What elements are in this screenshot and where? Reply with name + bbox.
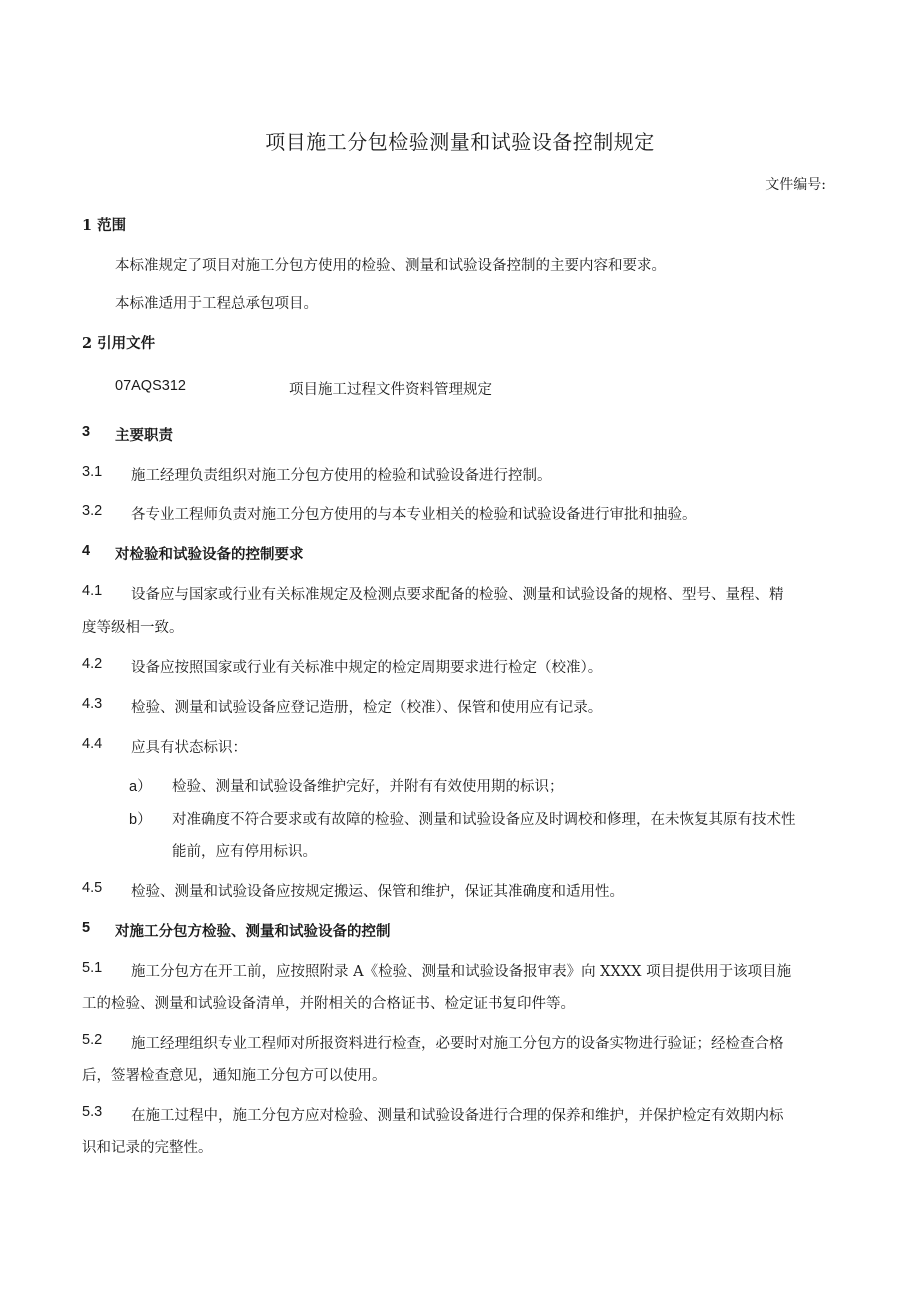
item-5-3-text-line-2: 识和记录的完整性。 [82, 1140, 213, 1156]
section-1-paragraph-1: 本标准规定了项目对施工分包方使用的检验、测量和试验设备控制的主要内容和要求。 [115, 258, 666, 274]
item-3-2-number: 3.2 [82, 503, 103, 519]
item-4-5-text: 检验、测量和试验设备应按规定搬运、保管和维护，保证其准确度和适用性。 [131, 884, 624, 900]
item-4-3-text: 检验、测量和试验设备应登记造册，检定（校准）、保管和使用应有记录。 [131, 700, 603, 716]
item-4-5-number: 4.5 [82, 880, 103, 896]
item-4-4-text: 应具有状态标识： [131, 740, 247, 756]
item-4-1-text-line-2: 度等级相一致。 [82, 620, 184, 636]
item-4-1-text-line-1: 设备应与国家或行业有关标准规定及检测点要求配备的检验、测量和试验设备的规格、型号、量程、精 [131, 587, 784, 603]
item-3-1-text: 施工经理负责组织对施工分包方使用的检验和试验设备进行控制。 [131, 468, 552, 484]
item-4-3-number: 4.3 [82, 696, 103, 712]
section-5-number: 5 [82, 920, 91, 936]
sub-item-a-text: 检验、测量和试验设备维护完好，并附有有效使用期的标识； [172, 779, 564, 795]
section-1-paragraph-2: 本标准适用于工程总承包项目。 [115, 296, 318, 312]
page-title: 项目施工分包检验测量和试验设备控制规定 [265, 130, 655, 154]
sub-item-b-text-line-1: 对准确度不符合要求或有故障的检验、测量和试验设备应及时调校和修理，在未恢复其原有技术性 [172, 812, 796, 828]
item-4-2-text: 设备应按照国家或行业有关标准中规定的检定周期要求进行检定（校准）。 [131, 660, 603, 676]
reference-code: 07AQS312 [115, 378, 186, 394]
section-4-heading: 对检验和试验设备的控制要求 [115, 546, 304, 563]
item-3-1-number: 3.1 [82, 464, 103, 480]
item-5-3-text-line-1: 在施工过程中，施工分包方应对检验、测量和试验设备进行合理的保养和维护，并保护检定有效期内标 [131, 1108, 784, 1124]
item-5-2-text-line-1: 施工经理组织专业工程师对所报资料进行检查，必要时对施工分包方的设备实物进行验证；经检查合格 [131, 1036, 784, 1052]
item-5-1-number: 5.1 [82, 960, 103, 976]
item-3-2-text: 各专业工程师负责对施工分包方使用的与本专业相关的检验和试验设备进行审批和抽验。 [131, 507, 697, 523]
sub-item-b-label: b） [129, 812, 152, 828]
section-2-heading: 2 引用文件 [82, 335, 156, 352]
item-5-1-text-line-1: 施工分包方在开工前，应按照附录 A《检验、测量和试验设备报审表》向 XXXX 项目提供用于该项目施 [131, 964, 792, 980]
item-4-2-number: 4.2 [82, 656, 103, 672]
item-4-1-number: 4.1 [82, 583, 103, 599]
reference-title: 项目施工过程文件资料管理规定 [289, 382, 492, 398]
document-number-label: 文件编号: [765, 177, 826, 193]
sub-item-b-text-line-2: 能前，应有停用标识。 [172, 844, 317, 860]
section-4-number: 4 [82, 543, 91, 559]
sub-item-a-label: a） [129, 779, 152, 795]
section-3-heading: 主要职责 [115, 427, 173, 444]
item-5-2-number: 5.2 [82, 1032, 103, 1048]
item-5-1-text-line-2: 工的检验、测量和试验设备清单，并附相关的合格证书、检定证书复印件等。 [82, 996, 575, 1012]
section-3-number: 3 [82, 424, 91, 440]
item-5-2-text-line-2: 后，签署检查意见，通知施工分包方可以使用。 [82, 1068, 387, 1084]
section-5-heading: 对施工分包方检验、测量和试验设备的控制 [115, 923, 391, 940]
item-4-4-number: 4.4 [82, 736, 103, 752]
item-5-3-number: 5.3 [82, 1104, 103, 1120]
section-1-heading: 1 范围 [82, 217, 127, 234]
